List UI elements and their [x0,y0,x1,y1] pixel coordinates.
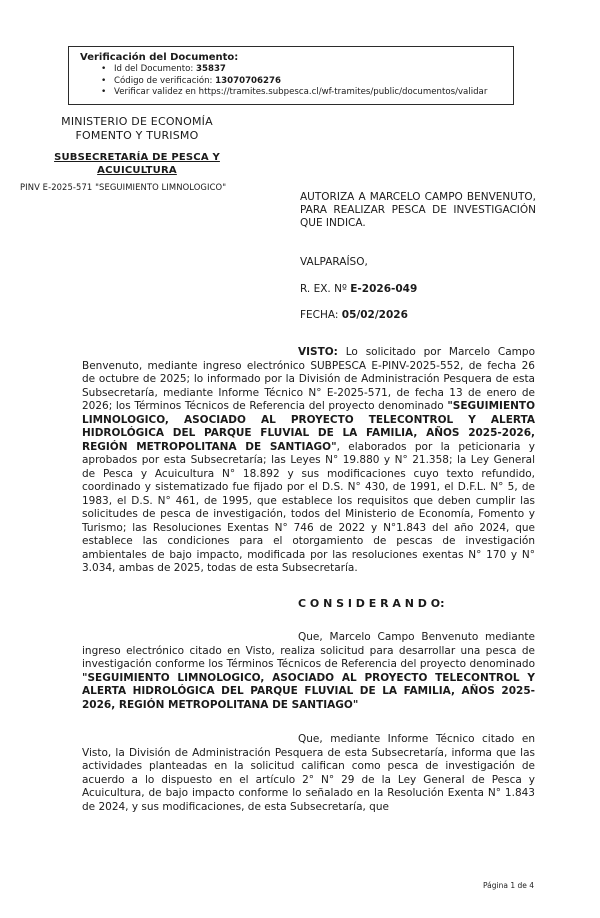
text-segment: "SEGUIMIENTO LIMNOLOGICO, ASOCIADO AL PROYECTO TELECONTROL Y ALERTA HIDROLÓGICA DEL PARQUE FLUVIAL DE LA FAMILIA, AÑOS 2025-2026, REGIÓN METROPOLITANA DE SANTIAGO" [82,400,535,453]
ministry-header [16,115,258,177]
verification-item [114,76,504,88]
verification-title: Verificación del Documento: [80,52,239,63]
text-segment: Lo solicitado por Marcelo Campo Benvenuto, mediante ingreso electrónico SUBPESCA E-PINV-2025-552, de fecha 26 de octubre de 2025; lo informado por la División de Administración Pesquera de esta Subsecretaría, mediante Informe Técnico N° E-2025-571, de fecha 13 de enero de 2026; los Términos Técnicos de Referencia del proyecto denominado [82,346,535,412]
text-segment: Que, mediante Informe Técnico citado en Visto, la División de Administración Pesquera de esta Subsecretaría, informa que las actividades planteadas en la solicitud califican como pesca de investigación de acuerdo a lo dispuesto en el artículo 2° N° 29 de la Ley General de Pesca y Acuicultura, de bajo impacto conforme lo señalado en la Resolución Exenta N° 1.843 de 2024, y sus modificaciones, de esta Subsecretaría, que [82,733,535,813]
resolution-number-label: R. EX. Nº [300,283,351,295]
city-line: VALPARAÍSO, [300,256,368,268]
pinv-reference: PINV E-2025-571 "SEGUIMIENTO LIMNOLOGICO" [20,182,227,192]
text-segment: Que, Marcelo Campo Benvenuto mediante ingreso electrónico citado en Visto, realiza solicitud para desarrollar una pesca de investigación conforme los Términos Técnicos de Referencia del proyecto denominado [82,631,535,670]
subsecretaria-name-line2: ACUICULTURA [97,164,177,176]
verification-item [114,64,504,76]
text-segment: Código de verificación: [114,75,216,86]
text-segment: "SEGUIMIENTO LIMNOLOGICO, ASOCIADO AL PROYECTO TELECONTROL Y ALERTA HIDROLÓGICA DEL PARQUE FLUVIAL DE LA FAMILIA, AÑOS 2025-2026, REGIÓN METROPOLITANA DE SANTIAGO" [82,671,535,711]
resolution-title: AUTORIZA A MARCELO CAMPO BENVENUTO, PARA REALIZAR PESCA DE INVESTIGACIÓN QUE INDICA. [300,191,536,230]
document-body [82,346,535,835]
text-segment: 13070706276 [215,75,281,86]
ministry-name-line1: MINISTERIO DE ECONOMÍA [61,115,213,128]
resolution-date [300,309,408,321]
verification-list [80,64,504,99]
ministry-name-line2: FOMENTO Y TURISMO [75,129,199,142]
resolution-date-label: FECHA: [300,309,342,321]
text-segment: 35837 [196,64,226,74]
text-segment: , elaborados por la peticionaria y aprobados por esta Subsecretaría; las Leyes N° 19.880 y N° 21.358; la Ley General de Pesca y Acuicultura N° 18.892 y sus modificaciones cuyo texto refundido, coordinado y sistematizado fue fijado por el D.S. N° 430, de 1991, el D.F.L. N° 5, de 1983, el D.S. N° 461, de 1995, que establece los requisitos que deben cumplir las solicitudes de pesca de investigación, todos del Ministerio de Economía, Fomento y Turismo; las Resoluciones Exentas N° 746 de 2022 y N°1.843 del año 2024, que establece las condiciones para el otorgamiento de pescas de investigación ambientales de bajo impacto, modificada por las resoluciones exentas N° 170 y N° 3.034, ambas de 2025, todas de esta Subsecretaría. [82,440,535,574]
considerando-paragraph-1 [82,631,535,712]
considerando-paragraph-2 [82,733,535,814]
text-segment: VISTO: [298,346,338,358]
resolution-date-value: 05/02/2026 [341,309,408,321]
page-number: Página 1 de 4 [483,881,535,890]
verification-box [68,46,514,105]
text-segment: Verificar validez en https://tramites.subpesca.cl/wf-tramites/public/documentos/validar [114,87,488,97]
resolution-number [300,283,417,295]
considerando-heading: C O N S I D E R A N D O: [298,596,445,610]
resolution-number-value: E-2026-049 [350,283,418,295]
visto-paragraph [82,346,535,576]
subsecretaria-name-line1: SUBSECRETARÍA DE PESCA Y [54,152,220,163]
verification-item [114,87,504,99]
text-segment: Id del Documento: [114,64,196,74]
